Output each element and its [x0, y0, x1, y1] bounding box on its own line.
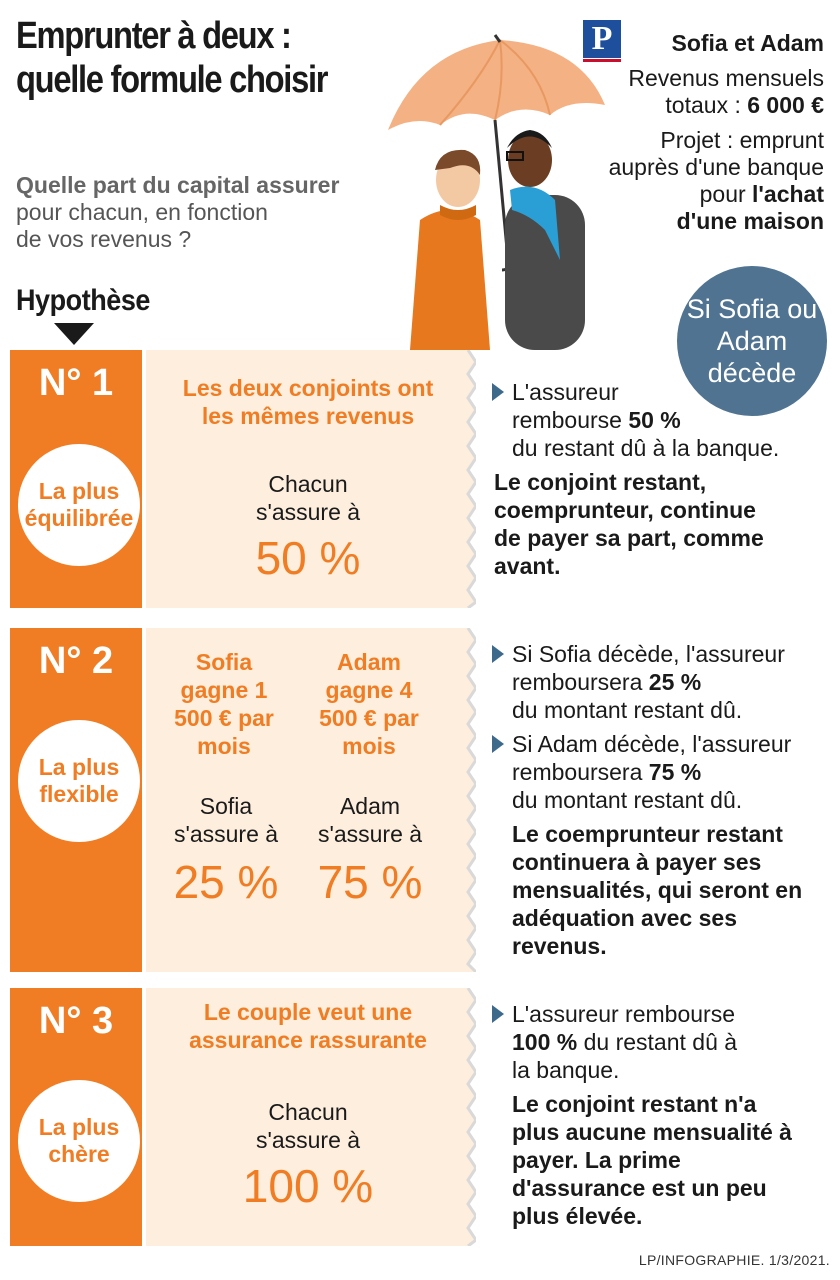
project-line-3 [609, 181, 824, 208]
option-badge: La plus équilibrée [18, 444, 140, 566]
bullet-line-1: L'assureur [512, 379, 619, 405]
cover-text-line-1: Chacun [268, 1099, 348, 1125]
cover-text [168, 470, 448, 526]
couple-info [609, 30, 824, 235]
cover-text [168, 1098, 448, 1154]
bullet-line-2: remboursera [512, 759, 649, 785]
option-badge: La plus chère [18, 1080, 140, 1202]
le-parisien-logo: P [583, 20, 621, 58]
option-row-2 [10, 628, 840, 972]
situation-title: Le couple veut une assurance rassurante [189, 999, 427, 1053]
bullet-percent: 75 % [648, 759, 702, 785]
cover-text-line-2: s'assure à [255, 499, 361, 525]
bullet-line-3: la banque. [512, 1057, 620, 1083]
credit-footer: LP/INFOGRAPHIE. 1/3/2021. [638, 1252, 830, 1268]
bullet-arrow-icon [492, 1005, 504, 1023]
woman-figure [410, 150, 490, 350]
option-row-3 [10, 988, 840, 1246]
conclusion-text: Le coemprunteur restant continuera à payer ses mensualités, qui seront en adéquation avec ses revenus. [512, 821, 803, 959]
sofia-cover-text [156, 792, 296, 848]
if-death-bubble: Si Sofia ou Adam décède [677, 266, 827, 416]
question-line-2: pour chacun, en fonction [16, 199, 268, 225]
bullet-line-2: rembourse [512, 407, 629, 433]
adam-cover-text [300, 792, 440, 848]
title-line-1: Emprunter à deux : [16, 15, 291, 57]
option-number: N° 2 [38, 640, 114, 682]
hypothesis-label: Hypothèse [16, 284, 150, 317]
bullet-arrow-icon [492, 383, 504, 401]
sofia-cover-line-1: Sofia [199, 793, 253, 819]
page-title [16, 14, 327, 102]
project-line-1: Projet : emprunt [660, 127, 824, 153]
bullet-line-1: L'assureur rembourse [512, 1001, 735, 1027]
bullet-item-adam [486, 730, 832, 814]
income-value: 6 000 € [747, 92, 824, 118]
adam-cover-line-2: s'assure à [317, 821, 423, 847]
project-line-4-bold: d'une maison [676, 208, 824, 234]
cover-percent: 100 % [242, 1160, 374, 1212]
bullet-line-3: du restant dû à la banque. [512, 435, 780, 461]
option-badge: La plus flexible [18, 720, 140, 842]
option-number: N° 1 [38, 362, 114, 404]
bullet-arrow-icon [492, 735, 504, 753]
bullet-percent: 25 % [648, 669, 702, 695]
result-text [486, 1000, 832, 1230]
down-arrow-icon [54, 323, 94, 345]
bullet-line-2: du restant dû à [577, 1029, 738, 1055]
sofia-cover-percent: 25 % [173, 856, 279, 908]
bullet-item [486, 1000, 832, 1084]
project-line-4 [609, 208, 824, 235]
income-label-2: totaux : [665, 92, 748, 118]
income-line [609, 92, 824, 119]
adam-income: Adam gagne 4 500 € par mois [319, 649, 419, 759]
bullet-arrow-icon [492, 645, 504, 663]
couple-umbrella-illustration [380, 30, 610, 350]
cover-text-line-1: Chacun [268, 471, 348, 497]
bullet-percent: 100 % [512, 1029, 578, 1055]
project-line-2: auprès d'une banque [608, 154, 824, 180]
bullet-line-3: du montant restant dû. [512, 697, 743, 723]
conclusion-text: Le conjoint restant n'a plus aucune mensualité à payer. La prime d'assurance est un peu plus élevée. [512, 1091, 792, 1229]
conclusion-text: Le conjoint restant, coemprunteur, continue de payer sa part, comme avant. [494, 469, 764, 579]
project-line-3-bold: l'achat [752, 181, 824, 207]
cover-text-line-2: s'assure à [255, 1127, 361, 1153]
question-line-3: de vos revenus ? [16, 226, 192, 252]
cover-percent: 50 % [255, 532, 361, 584]
sofia-income: Sofia gagne 1 500 € par mois [174, 649, 274, 759]
income-label-1: Revenus mensuels [628, 65, 824, 91]
couple-names: Sofia et Adam [671, 30, 824, 56]
question-bold: Quelle part du capital assurer [16, 172, 340, 198]
bullet-item-sofia [486, 640, 832, 724]
adam-cover-line-1: Adam [339, 793, 401, 819]
bullet-line-1: Si Adam décède, l'assureur [512, 731, 792, 757]
bullet-line-2: remboursera [512, 669, 649, 695]
situation-title: Les deux conjoints ont les mêmes revenus [182, 375, 434, 429]
option-number: N° 3 [38, 1000, 114, 1042]
man-figure [505, 130, 585, 350]
bullet-percent: 50 % [628, 407, 681, 433]
result-text [486, 640, 832, 960]
sofia-cover-line-2: s'assure à [173, 821, 279, 847]
adam-cover-percent: 75 % [317, 856, 423, 908]
bullet-line-3: du montant restant dû. [512, 787, 743, 813]
title-line-2: quelle formule choisir [16, 59, 328, 101]
bullet-line-1: Si Sofia décède, l'assureur [512, 641, 785, 667]
project-line-3-plain: pour [699, 181, 753, 207]
subtitle-question [16, 172, 339, 253]
